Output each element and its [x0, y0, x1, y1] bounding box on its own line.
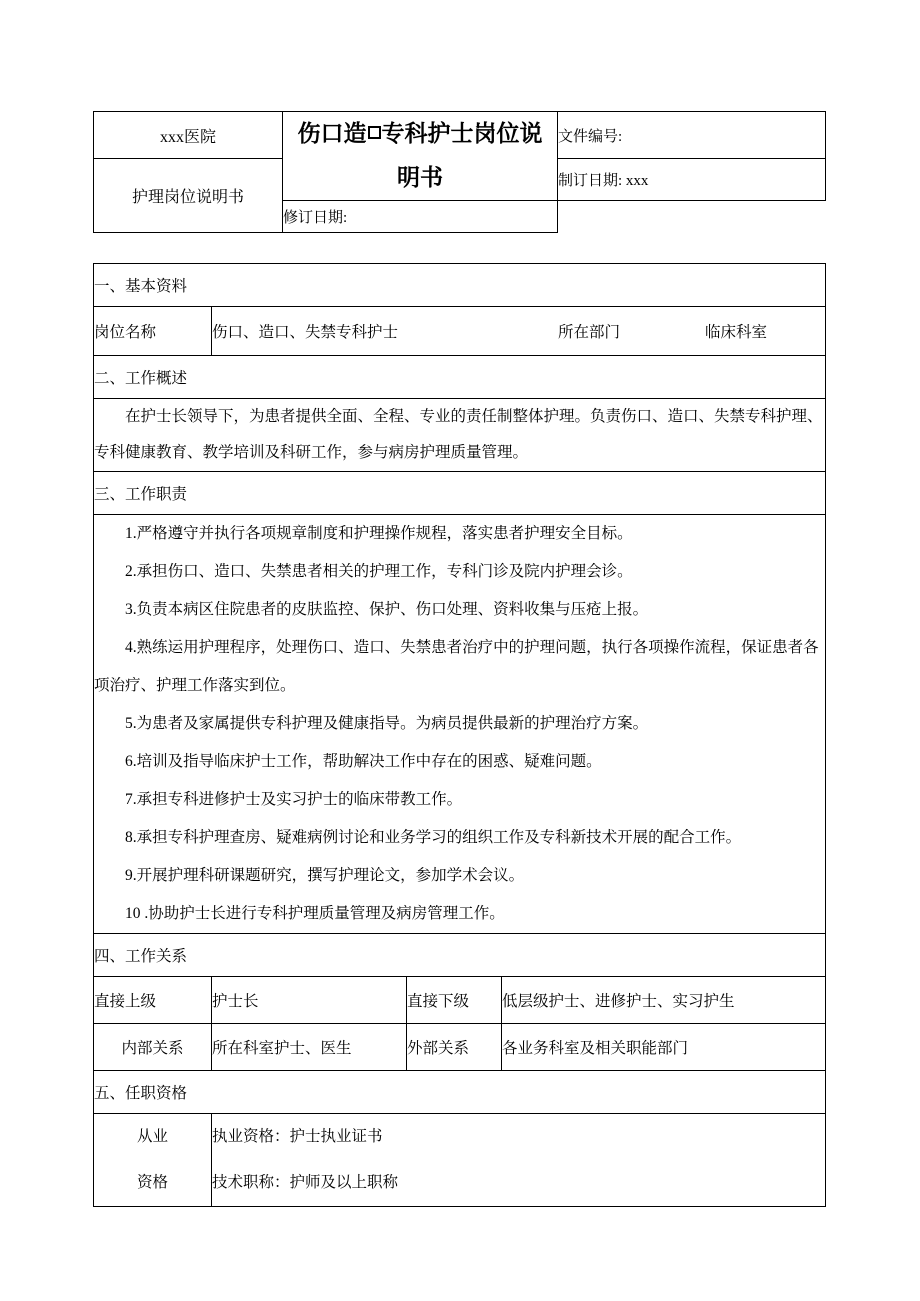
internal-relation-value: 所在科室护士、医生	[212, 1024, 407, 1071]
section-heading-relations: 四、工作关系	[94, 934, 826, 977]
post-name-value: 伤口、造口、失禁专科护士	[212, 324, 399, 341]
document-title-part-b: 专科护士岗位说	[381, 121, 543, 147]
department-value: 临床科室	[705, 324, 768, 341]
section-row-duties-body	[94, 515, 826, 934]
document-title-line2: 明书	[397, 165, 443, 191]
section-heading-overview: 二、工作概述	[94, 356, 826, 399]
post-info-values	[212, 307, 826, 356]
external-relation-label: 外部关系	[407, 1024, 502, 1071]
duty-item-4: 4.熟练运用护理程序，处理伤口、造口、失禁患者治疗中的护理问题，执行各项操作流程，保证患者各项治疗、护理工作落实到位。	[94, 639, 819, 694]
direct-subordinate-label: 直接下级	[407, 977, 502, 1024]
section-row-duties-heading	[94, 472, 826, 515]
section-row-basic-heading	[94, 264, 826, 307]
document-title	[283, 112, 558, 201]
section-heading-qualifications: 五、任职资格	[94, 1071, 826, 1114]
overview-paragraph: 在护士长领导下，为患者提供全面、全程、专业的责任制整体护理。负责伤口、造口、失禁专科护理、专科健康教育、教学培训及科研工作，参与病房护理质量管理。	[94, 408, 823, 461]
qualification-label-line1: 从业	[136, 1128, 168, 1145]
post-name-label: 岗位名称	[94, 307, 212, 356]
table-row-post-info	[94, 307, 826, 356]
header-row-top	[94, 112, 826, 159]
file-number-field: 文件编号:	[558, 112, 826, 159]
duty-item-7: 7.承担专科进修护士及实习护士的临床带教工作。	[125, 791, 463, 808]
external-relation-value: 各业务科室及相关职能部门	[502, 1024, 826, 1071]
duties-body-cell	[94, 515, 826, 934]
duty-item-9: 9.开展护理科研课题研究，撰写护理论文，参加学术会议。	[125, 867, 525, 884]
section-heading-duties: 三、工作职责	[94, 472, 826, 515]
qualification-value-cell	[212, 1114, 826, 1207]
document-kind-label: 护理岗位说明书	[94, 159, 283, 233]
duty-item-8: 8.承担专科护理查房、疑难病例讨论和业务学习的组织工作及专科新技术开展的配合工作。	[125, 829, 742, 846]
direct-superior-label: 直接上级	[94, 977, 212, 1024]
section-heading-basic-info: 一、基本资料	[94, 264, 826, 307]
section-row-relations-heading	[94, 934, 826, 977]
tofu-box-glyph	[368, 126, 381, 139]
created-date-field: 制订日期: xxx	[558, 159, 826, 201]
duty-item-5: 5.为患者及家属提供专科护理及健康指导。为病员提供最新的护理治疗方案。	[125, 715, 649, 732]
section-row-overview-heading	[94, 356, 826, 399]
document-header-table	[93, 111, 826, 233]
department-label: 所在部门	[558, 324, 621, 341]
document-title-part-a: 伤口造	[297, 121, 367, 147]
duty-item-10: 10 .协助护士长进行专科护理质量管理及病房管理工作。	[125, 905, 505, 922]
internal-relation-label: 内部关系	[94, 1024, 212, 1071]
table-row-relation-2	[94, 1024, 826, 1071]
duty-item-3: 3.负责本病区住院患者的皮肤监控、保护、伤口处理、资料收集与压疮上报。	[125, 601, 649, 618]
duty-item-1: 1.严格遵守并执行各项规章制度和护理操作规程，落实患者护理安全目标。	[125, 525, 633, 542]
qualification-label-line2: 资格	[136, 1174, 168, 1191]
section-row-qualifications-heading	[94, 1071, 826, 1114]
qualification-label-cell	[94, 1114, 212, 1207]
table-row-relation-1	[94, 977, 826, 1024]
practice-certificate-text: 执业资格：护士执业证书	[212, 1128, 383, 1145]
table-row-qualifications	[94, 1114, 826, 1207]
duty-item-2: 2.承担伤口、造口、失禁患者相关的护理工作，专科门诊及院内护理会诊。	[125, 563, 633, 580]
overview-body-cell	[94, 399, 826, 472]
direct-superior-value: 护士长	[212, 977, 407, 1024]
duty-item-6: 6.培训及指导临床护士工作，帮助解决工作中存在的困惑、疑难问题。	[125, 753, 602, 770]
revised-date-field: 修订日期:	[283, 201, 558, 233]
technical-title-text: 技术职称：护师及以上职称	[212, 1174, 399, 1191]
organization-name: xxx医院	[94, 112, 283, 159]
direct-subordinate-value: 低层级护士、进修护士、实习护生	[502, 977, 826, 1024]
section-row-overview-body	[94, 399, 826, 472]
document-body-table	[93, 263, 826, 1207]
